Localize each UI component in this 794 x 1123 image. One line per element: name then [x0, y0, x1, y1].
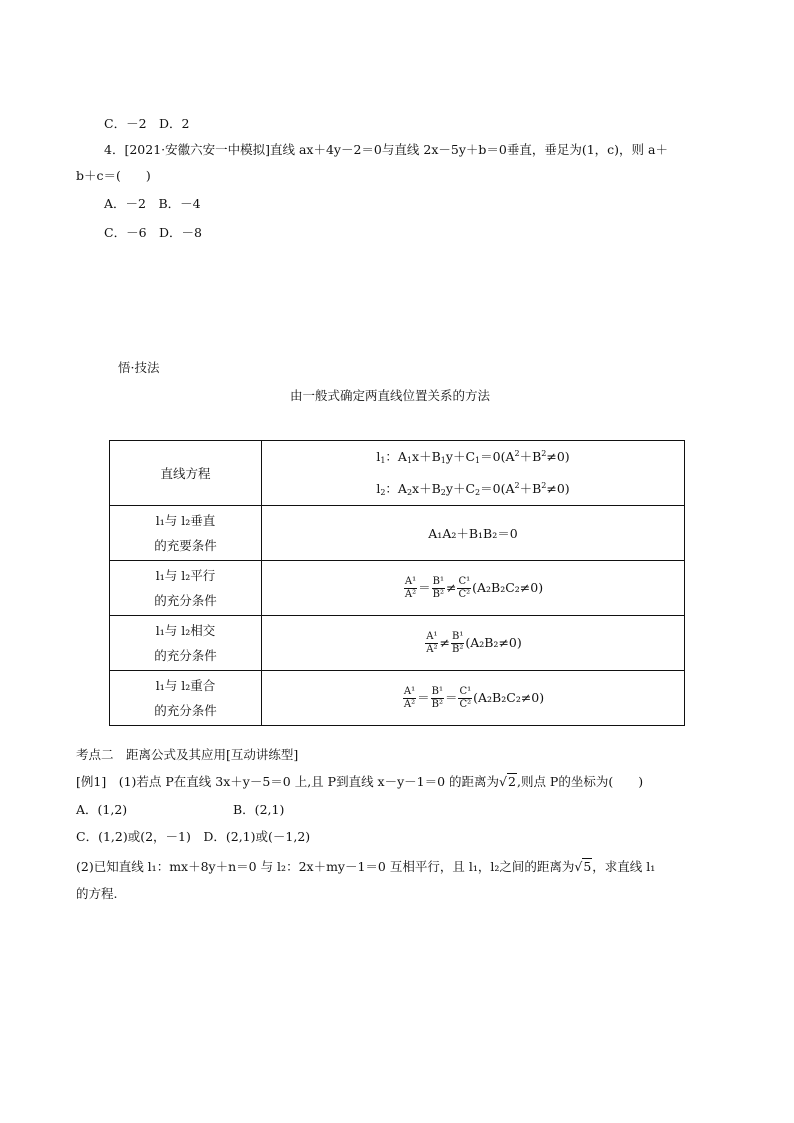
line-relation-table: [109, 440, 685, 726]
row-label-line1: l₁与 l₂平行: [155, 568, 216, 583]
table-row-parallel: [110, 561, 685, 616]
table-row-intersect: [110, 616, 685, 671]
sqrt-5: √5: [574, 859, 592, 874]
row-label-line2: 的充分条件: [154, 593, 217, 608]
row-label-cell: [110, 671, 262, 726]
header-label-cell: [110, 441, 262, 506]
header-label: 直线方程: [160, 466, 211, 481]
row-label-line1: l₁与 l₂重合: [155, 678, 216, 693]
example1-option-a: A．(1,2): [76, 802, 128, 817]
fraction-b: $\frac{\text{B¹}}{\text{B²}}$: [431, 685, 443, 710]
perpendicular-condition: A₁A₂＋B₁B₂＝0: [428, 526, 518, 541]
condition-cell: [262, 561, 685, 616]
table-row-perpendicular: [110, 506, 685, 561]
equations-cell: [262, 441, 685, 506]
row-label-cell: [110, 506, 262, 561]
equation-l1: $l_1$：$A_1x+B_1y+C_1=0(A^2+B^2\ne 0)$: [376, 449, 570, 465]
q4-options-ab: A．－2 B．－4: [104, 196, 201, 211]
equation-l2: $l_2$：$A_2x+B_2y+C_2=0(A^2+B^2\ne 0)$: [376, 481, 570, 497]
fraction-c: $\frac{\text{C¹}}{\text{C²}}$: [459, 685, 472, 710]
section-label: 悟·技法: [118, 360, 160, 375]
example1-part2: (2)已知直线 l₁：mx＋8y＋n＝0 与 l₂：2x＋my－1＝0 互相平行，且 l₁，l₂之间的距离为√5，求直线 l₁: [76, 859, 656, 874]
example1-part2-line2: 的方程.: [76, 886, 118, 901]
row-label-line2: 的充分条件: [154, 703, 217, 718]
row-label-line1: l₁与 l₂相交: [155, 623, 216, 638]
condition-cell: [262, 671, 685, 726]
condition-cell: [262, 506, 685, 561]
row-label-line2: 的充分条件: [154, 648, 217, 663]
example1-part1: [例1] (1)若点 P在直线 3x＋y－5＝0 上,且 P到直线 x－y－1＝0 的距离为√2,则点 P的坐标为( ): [76, 774, 644, 789]
row-label-cell: [110, 616, 262, 671]
example1-options-cd: C．(1,2)或(2，－1) D．(2,1)或(－1,2): [76, 829, 311, 844]
row-label-line2: 的充要条件: [154, 538, 217, 553]
fraction-b: $\frac{\text{B¹}}{\text{B²}}$: [451, 630, 464, 655]
section-title: 由一般式确定两直线位置关系的方法: [290, 388, 491, 403]
example1-option-b: B．(2,1): [233, 802, 285, 817]
table-row-equations: [110, 441, 685, 506]
row-label-cell: [110, 561, 262, 616]
fraction-a: $\frac{\text{A¹}}{\text{A²}}$: [403, 685, 416, 710]
q4-stem-line2: b＋c＝( ): [76, 168, 151, 183]
table-row-coincide: [110, 671, 685, 726]
intersect-condition: $\frac{\text{A¹}}{\text{A²}}$ ≠ $\frac{\text{B¹}}{\text{B²}}$ (A₂B₂≠0): [426, 630, 522, 655]
parallel-condition: $\frac{\text{A¹}}{\text{A²}}$ ＝ $\frac{\text{B¹}}{\text{B²}}$ ≠ $\frac{\text{C¹}}{\text{C²}}$ (A₂B₂C₂≠0): [404, 575, 544, 600]
sqrt-2: √2: [499, 774, 516, 789]
q4-options-cd: C．－6 D．－8: [104, 225, 202, 240]
fraction-c: $\frac{\text{C¹}}{\text{C²}}$: [458, 575, 471, 600]
row-label-line1: l₁与 l₂垂直: [155, 513, 216, 528]
coincide-condition: $\frac{\text{A¹}}{\text{A²}}$ ＝ $\frac{\text{B¹}}{\text{B²}}$ ＝ $\frac{\text{C¹}}{\text{C²}}$ (A₂B₂C₂≠0): [403, 685, 545, 710]
fraction-a: $\frac{\text{A¹}}{\text{A²}}$: [404, 575, 417, 600]
fraction-a: $\frac{\text{A¹}}{\text{A²}}$: [426, 630, 438, 655]
fraction-b: $\frac{\text{B¹}}{\text{B²}}$: [432, 575, 444, 600]
condition-cell: [262, 616, 685, 671]
q3-options-cd: C．－2 D．2: [104, 116, 190, 131]
topic2-heading: 考点二 距离公式及其应用[互动讲练型]: [76, 747, 299, 762]
q4-stem-line1: 4．[2021·安徽六安一中模拟]直线 ax＋4y－2＝0与直线 2x－5y＋b＝0垂直，垂足为(1，c)，则 a＋: [104, 142, 668, 157]
